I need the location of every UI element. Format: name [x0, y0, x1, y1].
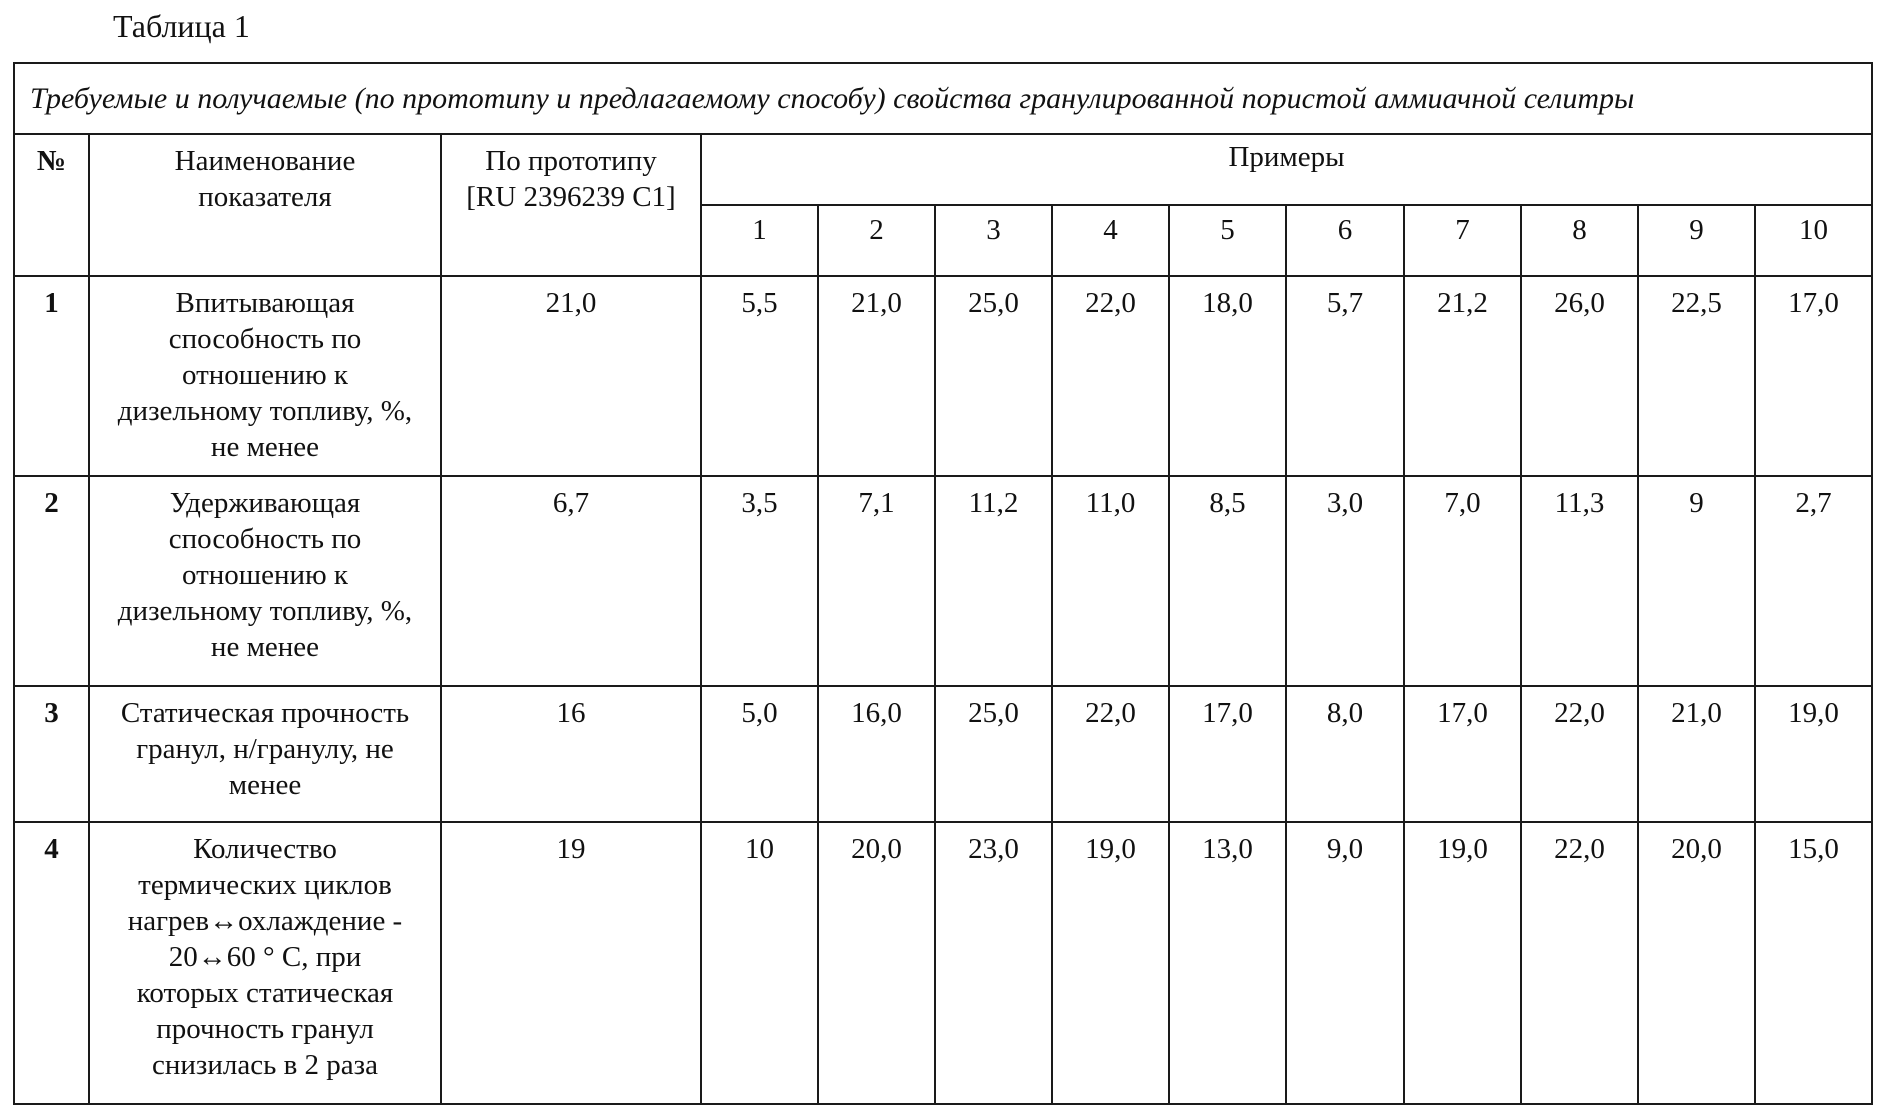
example-value: 23,0: [935, 822, 1052, 1104]
properties-table: [13, 62, 1873, 1105]
example-value: 2,7: [1755, 476, 1872, 686]
prototype-value: 21,0: [441, 276, 701, 476]
example-value: 25,0: [935, 686, 1052, 822]
example-value: 20,0: [818, 822, 935, 1104]
example-value: 5,5: [701, 276, 818, 476]
row-description-line: не менее: [210, 431, 320, 463]
table-row: [14, 476, 1872, 686]
row-description-line: дизельному топливу, %,: [117, 595, 413, 627]
row-description-line: снизилась в 2 раза: [152, 1049, 378, 1081]
example-value: 22,0: [1521, 822, 1638, 1104]
header-example-number: 10: [1755, 205, 1872, 276]
table-row: [14, 822, 1872, 1104]
example-value: 19,0: [1404, 822, 1521, 1104]
example-value: 11,2: [935, 476, 1052, 686]
example-value: 9,0: [1286, 822, 1404, 1104]
header-examples: Примеры: [701, 134, 1872, 205]
example-value: 7,0: [1404, 476, 1521, 686]
table-row: [14, 276, 1872, 476]
example-value: 7,1: [818, 476, 935, 686]
row-number: 3: [14, 686, 89, 822]
row-description-line: 20↔60 ° С, при: [168, 941, 362, 973]
row-description-line: которых статическая: [136, 977, 394, 1009]
example-value: 15,0: [1755, 822, 1872, 1104]
row-description: [89, 822, 441, 1104]
example-value: 19,0: [1052, 822, 1169, 1104]
row-number: 1: [14, 276, 89, 476]
example-value: 16,0: [818, 686, 935, 822]
row-description: [89, 476, 441, 686]
example-value: 17,0: [1404, 686, 1521, 822]
example-value: 22,0: [1521, 686, 1638, 822]
header-example-number: 4: [1052, 205, 1169, 276]
example-value: 3,0: [1286, 476, 1404, 686]
header-name-line: Наименование: [174, 145, 356, 177]
header-name: [89, 134, 441, 276]
example-value: 5,0: [701, 686, 818, 822]
example-value: 10: [701, 822, 818, 1104]
header-name-line: показателя: [198, 181, 332, 213]
example-value: 20,0: [1638, 822, 1755, 1104]
row-description-line: дизельному топливу, %,: [117, 395, 413, 427]
example-value: 8,5: [1169, 476, 1286, 686]
example-value: 22,5: [1638, 276, 1755, 476]
prototype-value: 19: [441, 822, 701, 1104]
example-value: 19,0: [1755, 686, 1872, 822]
row-description-line: нагрев↔охлаждение -: [127, 905, 403, 937]
example-value: 26,0: [1521, 276, 1638, 476]
example-value: 11,0: [1052, 476, 1169, 686]
row-description-line: отношению к: [181, 359, 349, 391]
row-description-line: Удерживающая: [169, 487, 361, 519]
header-prototype-line: [RU 2396239 C1]: [466, 181, 676, 213]
header-example-number: 5: [1169, 205, 1286, 276]
row-number: 2: [14, 476, 89, 686]
row-description-line: способность по: [168, 523, 362, 555]
table-title: Требуемые и получаемые (по прототипу и предлагаемому способу) свойства гранулированной пористой аммиачной селитры: [14, 63, 1872, 134]
row-description-line: способность по: [168, 323, 362, 355]
header-example-number: 8: [1521, 205, 1638, 276]
example-value: 11,3: [1521, 476, 1638, 686]
example-value: 17,0: [1169, 686, 1286, 822]
row-description-line: Количество: [193, 833, 337, 865]
example-value: 22,0: [1052, 686, 1169, 822]
row-description-line: прочность гранул: [156, 1013, 374, 1045]
example-value: 21,0: [818, 276, 935, 476]
header-example-number: 2: [818, 205, 935, 276]
header-example-number: 9: [1638, 205, 1755, 276]
example-value: 8,0: [1286, 686, 1404, 822]
row-number: 4: [14, 822, 89, 1104]
header-prototype: [441, 134, 701, 276]
prototype-value: 16: [441, 686, 701, 822]
header-example-number: 3: [935, 205, 1052, 276]
example-value: 13,0: [1169, 822, 1286, 1104]
example-value: 17,0: [1755, 276, 1872, 476]
example-value: 9: [1638, 476, 1755, 686]
header-example-number: 1: [701, 205, 818, 276]
row-description: [89, 686, 441, 822]
example-value: 22,0: [1052, 276, 1169, 476]
row-description-line: не менее: [210, 631, 320, 663]
table-row: [14, 686, 1872, 822]
header-prototype-line: По прототипу: [485, 145, 657, 177]
table-caption: Таблица 1: [113, 8, 250, 44]
header-num: №: [14, 134, 89, 276]
row-description-line: Впитывающая: [175, 287, 355, 319]
row-description-line: Статическая прочность: [120, 697, 410, 729]
row-description-line: отношению к: [181, 559, 349, 591]
row-description-line: термических циклов: [138, 869, 392, 901]
example-value: 3,5: [701, 476, 818, 686]
row-description-line: менее: [228, 769, 302, 801]
example-value: 21,2: [1404, 276, 1521, 476]
prototype-value: 6,7: [441, 476, 701, 686]
example-value: 18,0: [1169, 276, 1286, 476]
row-description-line: гранул, н/гранулу, не: [136, 733, 394, 765]
example-value: 5,7: [1286, 276, 1404, 476]
example-value: 25,0: [935, 276, 1052, 476]
header-example-number: 7: [1404, 205, 1521, 276]
example-value: 21,0: [1638, 686, 1755, 822]
header-example-number: 6: [1286, 205, 1404, 276]
row-description: [89, 276, 441, 476]
